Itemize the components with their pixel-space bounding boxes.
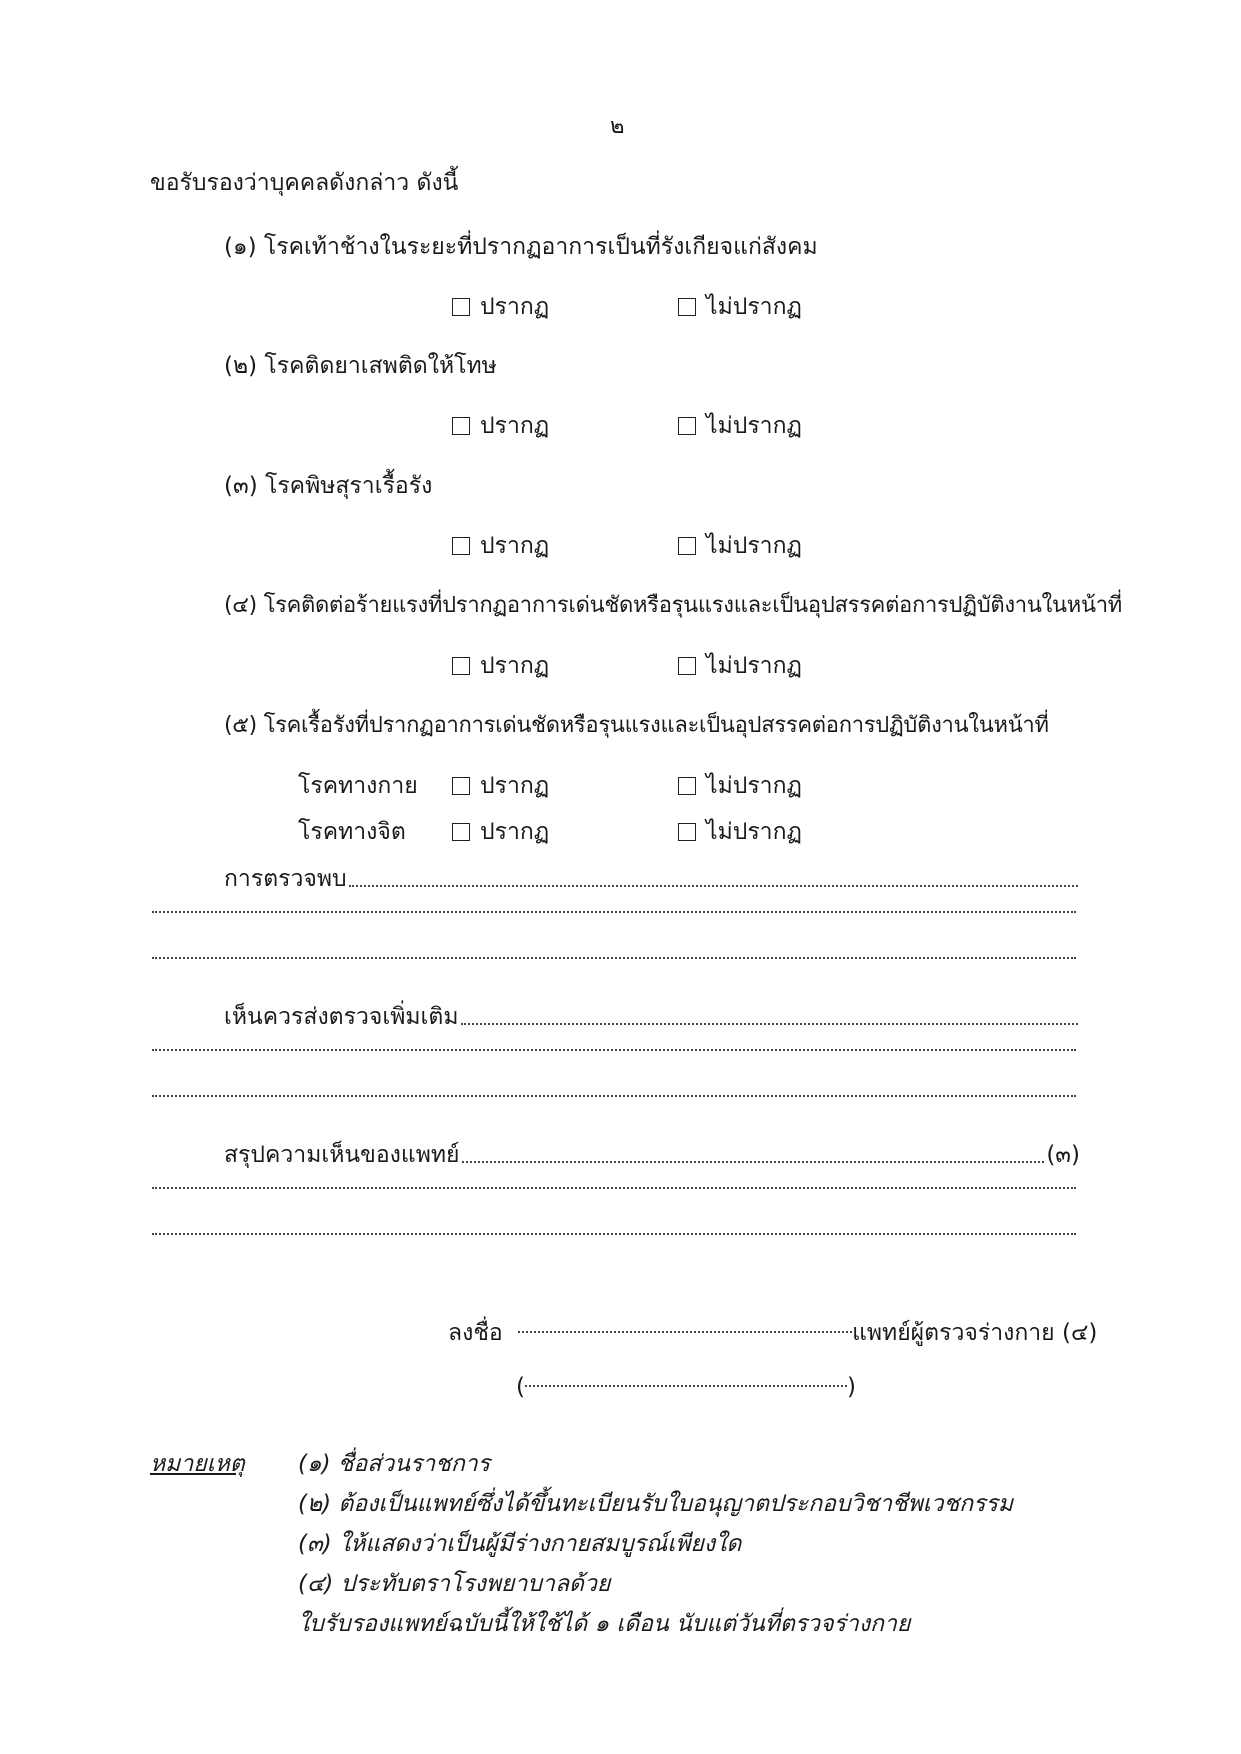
checkbox-icon[interactable] bbox=[678, 657, 696, 675]
signature-line[interactable] bbox=[448, 1318, 1097, 1348]
option-label: ไม่ปรากฏ bbox=[706, 533, 802, 559]
q2-absent-option[interactable] bbox=[678, 411, 802, 443]
checkbox-icon[interactable] bbox=[678, 298, 696, 316]
intro-text: ขอรับรองว่าบุคคลดังกล่าว ดังนี้ bbox=[150, 170, 459, 196]
question-5-label: (๕) โรคเรื้อรังที่ปรากฏอาการเด่นชัดหรือรุนแรงและเป็นอุปสรรคต่อการปฏิบัติงานในหน้าที่ bbox=[224, 713, 1049, 738]
physical-absent-option[interactable] bbox=[678, 771, 802, 803]
dotted-line bbox=[152, 1094, 1076, 1097]
dotted-line bbox=[152, 956, 1076, 959]
q4-present-option[interactable] bbox=[452, 651, 549, 683]
conclusion-ref: (๓) bbox=[1046, 1142, 1080, 1168]
q1-absent-option[interactable] bbox=[678, 292, 802, 324]
conclusion-line-2[interactable] bbox=[150, 1186, 1078, 1196]
conclusion-line-3[interactable] bbox=[150, 1232, 1078, 1242]
findings-line-2[interactable] bbox=[150, 910, 1078, 920]
signer-role: แพทย์ผู้ตรวจร่างกาย (๔) bbox=[852, 1320, 1098, 1346]
checkbox-icon[interactable] bbox=[452, 657, 470, 675]
option-label: ปรากฏ bbox=[480, 819, 550, 845]
checkbox-icon[interactable] bbox=[452, 537, 470, 555]
dotted-line bbox=[152, 1186, 1076, 1189]
further-exam-field[interactable] bbox=[224, 1002, 1080, 1032]
option-label: ไม่ปรากฏ bbox=[706, 413, 802, 439]
further-exam-line-3[interactable] bbox=[150, 1094, 1078, 1104]
note-2: (๒) ต้องเป็นแพทย์ซึ่งได้ขึ้นทะเบียนรับใบอนุญาตประกอบวิชาชีพเวชกรรม bbox=[298, 1491, 1013, 1517]
option-label: ปรากฏ bbox=[480, 653, 550, 679]
findings-field[interactable] bbox=[224, 864, 1080, 894]
option-label: ปรากฏ bbox=[480, 294, 550, 320]
checkbox-icon[interactable] bbox=[452, 298, 470, 316]
physical-present-option[interactable] bbox=[452, 771, 549, 803]
notes-title: หมายเหตุ bbox=[150, 1451, 245, 1477]
mental-present-option[interactable] bbox=[452, 817, 549, 849]
checkbox-icon[interactable] bbox=[452, 417, 470, 435]
dotted-line bbox=[152, 1232, 1076, 1235]
note-3: (๓) ให้แสดงว่าเป็นผู้มีร่างกายสมบูรณ์เพียงใด bbox=[298, 1531, 742, 1557]
note-4: (๔) ประทับตราโรงพยาบาลด้วย bbox=[298, 1571, 611, 1597]
option-label: ปรากฏ bbox=[480, 773, 550, 799]
checkbox-icon[interactable] bbox=[452, 777, 470, 795]
conclusion-field[interactable] bbox=[224, 1140, 1080, 1170]
further-exam-line-2[interactable] bbox=[150, 1048, 1078, 1058]
option-label: ไม่ปรากฏ bbox=[706, 294, 802, 320]
question-4-label: (๔) โรคติดต่อร้ายแรงที่ปรากฏอาการเด่นชัดหรือรุนแรงและเป็นอุปสรรคต่อการปฏิบัติงานในหน้าที่ bbox=[224, 593, 1122, 618]
dotted-line bbox=[152, 1048, 1076, 1051]
note-1: (๑) ชื่อส่วนราชการ bbox=[298, 1451, 491, 1477]
name-dotted-line[interactable] bbox=[525, 1385, 847, 1387]
note-validity: ใบรับรองแพทย์ฉบับนี้ให้ใช้ได้ ๑ เดือน นับแต่วันที่ตรวจร่างกาย bbox=[298, 1611, 911, 1637]
checkbox-icon[interactable] bbox=[678, 777, 696, 795]
physical-disease-label: โรคทางกาย bbox=[298, 773, 418, 799]
q4-absent-option[interactable] bbox=[678, 651, 802, 683]
dotted-line bbox=[462, 1160, 1045, 1163]
sign-label: ลงชื่อ bbox=[448, 1320, 503, 1346]
dotted-line bbox=[152, 910, 1076, 913]
mental-absent-option[interactable] bbox=[678, 817, 802, 849]
checkbox-icon[interactable] bbox=[452, 823, 470, 841]
conclusion-label: สรุปความเห็นของแพทย์ bbox=[224, 1142, 460, 1168]
option-label: ไม่ปรากฏ bbox=[706, 773, 802, 799]
findings-label: การตรวจพบ bbox=[224, 866, 347, 892]
dotted-line bbox=[461, 1022, 1079, 1025]
question-2-label: (๒) โรคติดยาเสพติดให้โทษ bbox=[224, 353, 497, 379]
checkbox-icon[interactable] bbox=[678, 823, 696, 841]
question-3-label: (๓) โรคพิษสุราเรื้อรัง bbox=[224, 473, 433, 499]
option-label: ไม่ปรากฏ bbox=[706, 819, 802, 845]
open-paren: ( bbox=[516, 1374, 525, 1400]
checkbox-icon[interactable] bbox=[678, 417, 696, 435]
q1-present-option[interactable] bbox=[452, 292, 549, 324]
page-number: ๒ bbox=[610, 114, 625, 139]
option-label: ปรากฏ bbox=[480, 413, 550, 439]
question-1-label: (๑) โรคเท้าช้างในระยะที่ปรากฏอาการเป็นที่รังเกียจแก่สังคม bbox=[224, 234, 818, 260]
q3-present-option[interactable] bbox=[452, 531, 549, 563]
q3-absent-option[interactable] bbox=[678, 531, 802, 563]
close-paren: ) bbox=[846, 1374, 856, 1400]
signature-dotted-line[interactable] bbox=[518, 1331, 852, 1333]
q2-present-option[interactable] bbox=[452, 411, 549, 443]
printed-name-line[interactable] bbox=[516, 1372, 856, 1402]
option-label: ไม่ปรากฏ bbox=[706, 653, 802, 679]
mental-disease-label: โรคทางจิต bbox=[298, 819, 406, 845]
further-exam-label: เห็นควรส่งตรวจเพิ่มเติม bbox=[224, 1004, 459, 1030]
checkbox-icon[interactable] bbox=[678, 537, 696, 555]
option-label: ปรากฏ bbox=[480, 533, 550, 559]
dotted-line bbox=[349, 884, 1078, 887]
findings-line-3[interactable] bbox=[150, 956, 1078, 966]
